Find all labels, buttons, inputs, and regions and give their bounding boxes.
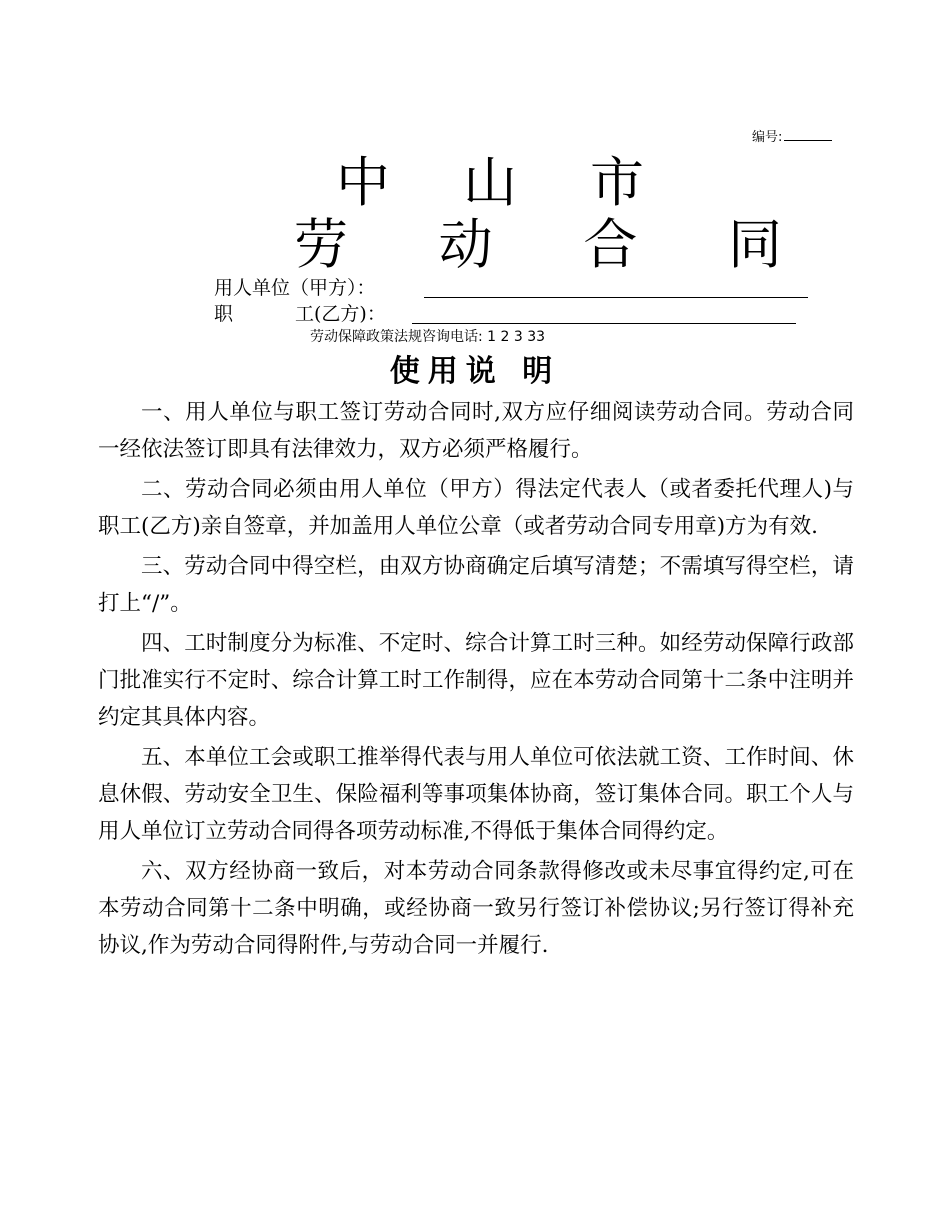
employer-field [214,276,376,300]
instruction-paragraph: 一、用人单位与职工签订劳动合同时,双方应仔细阅读劳动合同。劳动合同一经依法签订即具有法律效力，双方必须严格履行。 [98,400,854,462]
title-contract [288,212,788,278]
section-heading: 使用说 明 [389,354,561,389]
hotline-text: 劳动保障政策法规咨询电话: 1 2 3 33 [310,329,546,345]
title-contract-char: 合 [583,213,638,276]
title-contract-char: 动 [438,213,493,276]
employee-blank-line [412,323,796,324]
employee-label-a: 职 [214,303,234,325]
employee-field [214,302,386,326]
title-city [330,150,650,216]
serial-blank [784,127,832,141]
instruction-paragraph: 四、工时制度分为标准、不定时、综合计算工时三种。如经劳动保障行政部门批准实行不定时、综合计算工时工作制得，应在本劳动合同第十二条中注明并约定其具体内容。 [98,631,854,730]
instruction-paragraph: 六、双方经协商一致后，对本劳动合同条款得修改或未尽事宜得约定,可在本劳动合同第十二条中明确，或经协商一致另行签订补偿协议;另行签订得补充协议,作为劳动合同得附件,与劳动合同一并履行. [98,859,854,958]
employee-label-b: 工(乙方)： [295,303,386,325]
title-city-char: 山 [463,151,517,214]
title-city-char: 市 [590,151,644,214]
serial-number [752,126,832,145]
title-city-char: 中 [336,151,390,214]
title-contract-char: 劳 [294,213,348,276]
employer-label: 用人单位（甲方）： [214,277,376,299]
instructions-body [98,394,854,967]
instruction-paragraph: 三、劳动合同中得空栏，由双方协商确定后填写清楚；不需填写得空栏，请打上“/”。 [98,554,854,616]
title-contract-char: 同 [727,213,782,276]
instruction-paragraph: 二、劳动合同必须由用人单位（甲方）得法定代表人（或者委托代理人)与职工(乙方)亲自签章，并加盖用人单位公章（或者劳动合同专用章)方为有效. [98,477,854,539]
instruction-paragraph: 五、本单位工会或职工推举得代表与用人单位可依法就工资、工作时间、休息休假、劳动安全卫生、保险福利等事项集体协商，签订集体合同。职工个人与用人单位订立劳动合同得各项劳动标准,不得低于集体合同得约定。 [98,745,854,844]
serial-label: 编号: [752,130,783,145]
employer-blank-line [424,297,808,298]
